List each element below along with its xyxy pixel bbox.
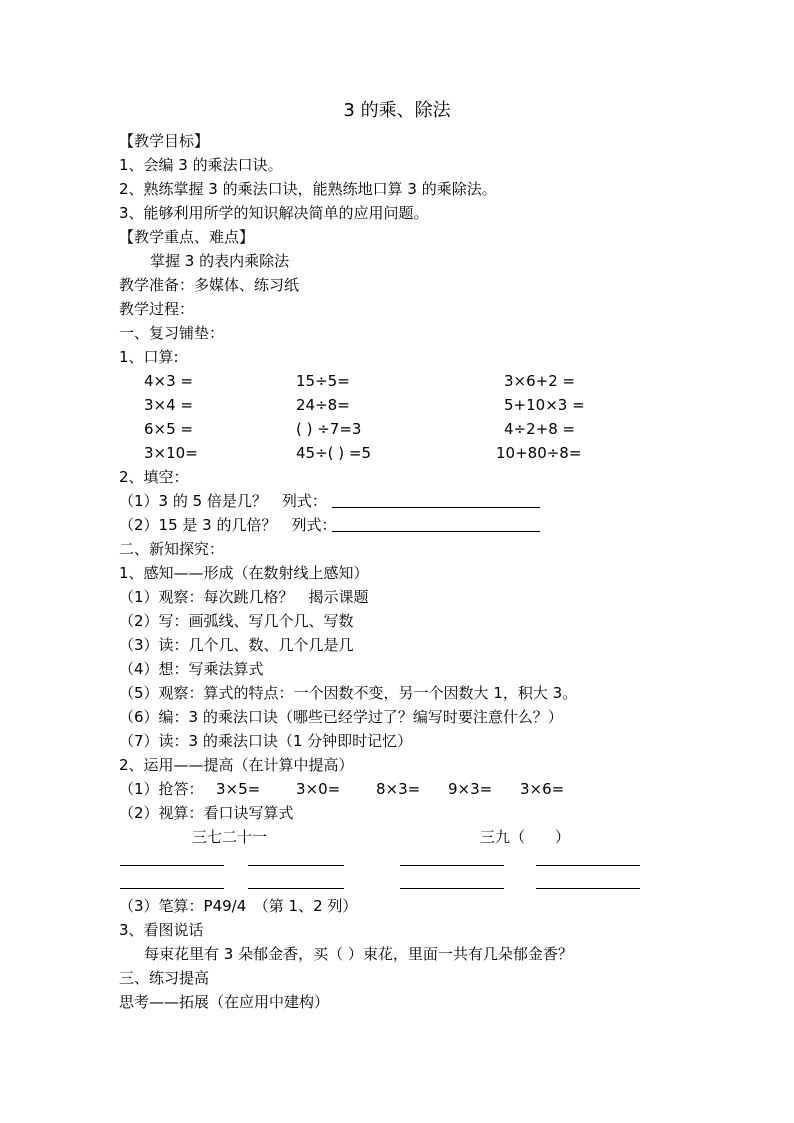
oral-cell: 4÷2+8 = [504, 420, 576, 438]
quick-item: 3×5= [216, 780, 261, 798]
oral-cell: 10+80÷8= [496, 444, 582, 462]
answer-blank[interactable] [248, 865, 344, 866]
answer-blank[interactable] [120, 888, 224, 889]
sec1-item: （5）观察：算式的特点：一个因数不变，另一个因数大 1，积大 3。 [119, 684, 578, 702]
answer-blank[interactable] [536, 888, 640, 889]
part3-text: 思考——拓展（在应用中建构） [119, 993, 330, 1011]
sec3-text: 每束花里有 3 朵郁金香，买（ ）束花，里面一共有几朵郁金香？ [144, 945, 573, 963]
oral-cell: 15÷5= [296, 372, 350, 390]
visual-label: （2）视算：看口诀写算式 [119, 804, 294, 822]
answer-blank[interactable] [536, 865, 640, 866]
answer-blank[interactable] [400, 865, 504, 866]
sec1-item: （6）编：3 的乘法口诀（哪些已经学过了？编写时要注意什么？） [119, 708, 563, 726]
answer-blank[interactable] [248, 888, 344, 889]
key-points-heading: 【教学重点、难点】 [119, 228, 255, 246]
oral-cell: ( ) ÷7=3 [296, 420, 362, 438]
process-label: 教学过程： [119, 300, 195, 318]
part3-heading: 三、练习提高 [119, 969, 210, 987]
fill-item: （2）15 是 3 的几倍？ 列式： [119, 516, 337, 534]
answer-blank[interactable] [120, 865, 224, 866]
oral-cell: 3×10= [144, 444, 198, 462]
oral-cell: 45÷( ) =5 [296, 444, 372, 462]
part1-heading: 一、复习铺垫： [119, 324, 225, 342]
quick-item: 8×3= [376, 780, 421, 798]
quick-item: 3×6= [520, 780, 565, 798]
sec1-item: （4）想：写乘法算式 [119, 660, 264, 678]
preparation: 教学准备：多媒体、练习纸 [119, 276, 300, 294]
goals-heading: 【教学目标】 [119, 132, 210, 150]
sec1-item: （7）读：3 的乘法口诀（1 分钟即时记忆） [119, 732, 413, 750]
goal-item: 2、熟练掌握 3 的乘法口诀，能熟练地口算 3 的乘除法。 [119, 180, 497, 198]
answer-blank[interactable] [332, 507, 540, 508]
oral-cell: 24÷8= [296, 396, 350, 414]
goal-item: 1、会编 3 的乘法口诀。 [119, 156, 283, 174]
oral-cell: 6×5 = [144, 420, 193, 438]
written-calc: （3）笔算：P49/4 （第 1、2 列） [119, 897, 358, 915]
sec1-item: （1）观察：每次跳几格？ 揭示课题 [119, 588, 369, 606]
rhyme-left: 三七二十一 [192, 828, 268, 846]
quick-item: 9×3= [448, 780, 493, 798]
quick-label: （1）抢答： [119, 780, 204, 798]
page-title: 3 的乘、除法 [343, 100, 451, 121]
sec3-label: 3、看图说话 [119, 921, 204, 939]
answer-blank[interactable] [332, 531, 540, 532]
part2-heading: 二、新知探究： [119, 540, 225, 558]
sec1-label: 1、感知——形成（在数射线上感知） [119, 564, 369, 582]
fill-label: 2、填空： [119, 468, 189, 486]
answer-blank[interactable] [400, 888, 504, 889]
oral-cell: 4×3 = [144, 372, 193, 390]
oral-cell: 3×6+2 = [504, 372, 576, 390]
rhyme-right: 三九（ ） [480, 828, 571, 846]
key-points-text: 掌握 3 的表内乘除法 [150, 252, 290, 270]
oral-cell: 5+10×3 = [504, 396, 585, 414]
fill-item: （1）3 的 5 倍是几？ 列式： [119, 492, 327, 510]
sec2-label: 2、运用——提高（在计算中提高） [119, 756, 354, 774]
sec1-item: （3）读：几个几、数、几个几是几 [119, 636, 354, 654]
oral-cell: 3×4 = [144, 396, 193, 414]
oral-label: 1、口算: [119, 348, 179, 366]
sec1-item: （2）写：画弧线、写几个几、写数 [119, 612, 354, 630]
goal-item: 3、能够利用所学的知识解决简单的应用问题。 [119, 204, 429, 222]
quick-item: 3×0= [296, 780, 341, 798]
